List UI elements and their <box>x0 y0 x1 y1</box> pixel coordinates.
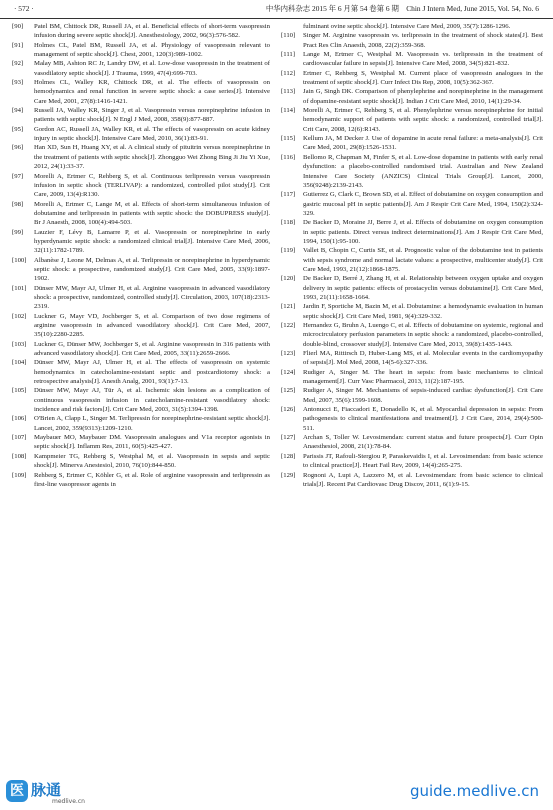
reference-text: Morelli A, Ertmer C, Rehberg S, et al. Continuous terlipressin versus vasopressin infusion in septic shock (TERLIVAP): a randomized, controlled pilot study[J]. Crit Care, 2009, 13(4):R130. <box>34 172 270 199</box>
reference-text: De Backer D, Berré J, Zhang H, et al. Relationship between oxygen uptake and oxygen delivery in septic patients: effects of prostacyclin versus dobutamine[J]. Crit Care Med, 1993, 21(11):1658-1664. <box>303 275 543 301</box>
reference-entry <box>281 246 543 274</box>
reference-text: Luckner G, Mayr VD, Jochberger S, et al. Comparison of two dose regimens of arginine vasopressin in advanced vasodilatory shock[J]. Crit Care Med, 2007, 35(10):2280-2285. <box>34 312 270 339</box>
reference-number: [100] <box>12 256 27 264</box>
reference-number: [98] <box>12 200 24 208</box>
reference-entry <box>281 302 543 321</box>
reference-number: [126] <box>281 406 296 414</box>
reference-number: [123] <box>281 350 296 358</box>
reference-text: Maybauer MO, Maybauer DM. Vasopressin analogues and V1a receptor agonists in septic shock[J]. Inflamm Res, 2011, 60(5):425-427. <box>34 434 270 451</box>
reference-text: Archan S, Toller W. Levosimendan: current status and future prospects[J]. Curr Opin Anaesthesiol, 2008, 21(1):78-84. <box>303 434 543 451</box>
site-url-link[interactable]: guide.medlive.cn <box>409 782 539 800</box>
reference-entry <box>281 386 543 405</box>
references-column-right <box>281 22 543 489</box>
reference-text: Antonucci E, Fiaccadori E, Donadello K, et al. Myocardial depression in sepsis: From pathogenesis to clinical manifestations and treatment[J]. J Crit Care, 2014, 29(4):500-511. <box>303 406 543 432</box>
reference-text: Dünser MW, Mayr AJ, Ulmer H, et al. The effects of vasopressin on systemic hemodynamics in catecholamine-resistant septic and postcardiotomy shock: a retrospective analysis[J]. Anesth Analg, 2001, 93(1):7-13. <box>34 359 270 386</box>
page-footer <box>0 774 553 810</box>
reference-text: Holmes CL, Patel BM, Russell JA, et al. Physiology of vasopressin relevant to management of septic shock[J]. Chest, 2001, 120(3):989-1002. <box>34 41 270 59</box>
reference-number: [103] <box>12 340 27 348</box>
reference-number: [115] <box>281 135 296 143</box>
reference-entry <box>12 358 270 386</box>
reference-entry <box>12 414 270 433</box>
reference-text: Jardin F, Sportiche M, Bazin M, et al. Dobutamine: a hemodynamic evaluation in human septic shock[J]. Crit Care Med, 1981, 9(4):329-332. <box>303 303 543 320</box>
reference-text: Singer M. Arginine vasopressin vs. terlipressin in the treatment of shock states[J]. Best Pract Res Clin Anaesth, 2008, 22(2):359-368. <box>303 32 543 49</box>
reference-number: [92] <box>12 60 24 68</box>
reference-number: [94] <box>12 107 24 115</box>
reference-text: Dünser MW, Mayr AJ, Tür A, et al. Ischemic skin lesions as a complication of continuous vasopressin infusion in catecholamine-resistant vasodilatory shock: incidence and risk factors[J]. Crit Care Med, 2003, 31(5):1394-1398. <box>34 387 270 414</box>
reference-number: [104] <box>12 359 27 367</box>
reference-number: [99] <box>12 228 24 236</box>
reference-number: [97] <box>12 172 24 180</box>
reference-entry <box>281 452 543 471</box>
reference-number <box>281 22 303 31</box>
reference-entry <box>281 433 543 452</box>
reference-number: [105] <box>12 387 27 395</box>
reference-text: Lauzier F, Lévy B, Lamarre P, et al. Vasopressin or norepinephrine in early hyperdynamic septic shock: a randomized clinical trial[J]. Intensive Care Med, 2006, 32(11):1782-1789. <box>34 228 270 255</box>
medlive-logo-icon: 医 <box>6 780 28 802</box>
reference-number: [111] <box>281 51 295 59</box>
reference-number: [102] <box>12 312 27 320</box>
reference-number: [106] <box>12 415 27 423</box>
reference-entry <box>12 106 270 125</box>
reference-entry <box>281 106 543 134</box>
reference-entry <box>281 218 543 246</box>
reference-text: O'Brien A, Clapp L, Singer M. Terlipressin for norepinephrine-resistant septic shock[J]. Lancet, 2002, 359(9313):1209-1210. <box>34 415 270 432</box>
reference-entry <box>12 340 270 359</box>
reference-text: Kampmeier TG, Rehberg S, Westphal M, et al. Vasopressin in sepsis and septic shock[J]. Minerva Anestesiol, 2010, 76(10):844-850. <box>34 452 270 470</box>
reference-entry <box>281 87 543 106</box>
reference-text: Albanèse J, Leone M, Delmas A, et al. Terlipressin or norepinephrine in hyperdynamic septic shock: a prospective, randomized study[J]. Crit Care Med, 2005, 33(9):1897-1902. <box>34 256 270 283</box>
reference-number: [122] <box>281 322 296 329</box>
reference-entry <box>281 321 543 349</box>
reference-text: Hernandez G, Bruhn A, Luengo C, et al. Effects of dobutamine on systemic, regional and microcirculatory perfusion parameters in septic shock: a randomized, placebo-controlled, double-blind, crossover study[J]. Intensive Care Med, 2013, 39(8):1435-1443. <box>303 322 543 348</box>
reference-text: Rognoni A, Lupi A, Lazzero M, et al. Levosimendan: from basic science to clinical trials[J]. Recent Pat Cardiovasc Drug Discov, 2011, 6(1):9-15. <box>303 471 543 488</box>
reference-text: De Backer D, Moraine JJ, Berre J, et al. Effects of dobutamine on oxygen consumption in septic patients. Direct versus indirect determinations[J]. Am J Respir Crit Care Med, 1994, 150(1):95-100. <box>303 219 543 245</box>
references-column-left <box>12 22 270 489</box>
reference-entry <box>281 31 543 50</box>
running-header <box>0 0 553 19</box>
reference-number: [119] <box>281 247 296 255</box>
reference-number: [117] <box>281 191 296 199</box>
reference-text: Patel BM, Chittock DR, Russell JA, et al. Beneficial effects of short-term vasopressin infusion during severe septic shock[J]. Anesthesiology, 2002, 96(3):576-582. <box>34 23 270 40</box>
page-number: · 572 · <box>14 4 34 13</box>
reference-entry <box>281 50 543 69</box>
reference-entry <box>281 471 543 490</box>
reference-number: [95] <box>12 125 24 133</box>
reference-entry <box>12 172 270 200</box>
reference-entry <box>281 22 543 31</box>
reference-number: [124] <box>281 368 296 376</box>
reference-text: Gordon AC, Russell JA, Walley KR, et al. The effects of vasopressin on acute kidney injury in septic shock[J]. Intensive Care Med, 2010, 36(1):83-91. <box>34 125 270 143</box>
reference-text: Kellum JA, M Decker J. Use of dopamine in acute renal failure: a meta-analysis[J]. Crit Care Med, 2001, 29(8):1526-1531. <box>303 135 543 152</box>
reference-number: [125] <box>281 387 296 395</box>
reference-number: [96] <box>12 144 24 152</box>
reference-entry <box>12 59 270 78</box>
reference-entry <box>281 349 543 368</box>
reference-number: [116] <box>281 153 296 161</box>
reference-number: [110] <box>281 32 296 40</box>
reference-text: Han XD, Sun H, Huang XY, et al. A clinical study of pituitrin versus norepinephrine in the treatment of patients with septic shock[J]. Zhongguo Wei Zhong Bing Ji Jiu Yi Xue, 2012, 24(1):33-37. <box>34 144 270 171</box>
reference-number: [114] <box>281 107 296 115</box>
reference-text: Gutierrez G, Clark C, Brown SD, et al. Effect of dobutamine on oxygen consumption and gastric mucosal pH in septic patients[J]. Am J Respir Crit Care Med, 1994, 150(2):324-329. <box>303 191 543 217</box>
reference-entry <box>281 69 543 88</box>
reference-text: Bellomo R, Chapman M, Finfer S, et al. Low-dose dopamine in patients with early renal dysfunction: a placebo-controlled randomised trial. Australian and New Zealand Intensive Care Society (ANZICS) Clinical Trials Group[J]. Lancet, 2000, 356(9248):2139-2143. <box>303 153 543 189</box>
reference-entry <box>12 200 270 228</box>
reference-number: [121] <box>281 303 296 311</box>
reference-number: [120] <box>281 275 296 283</box>
reference-entry <box>281 190 543 218</box>
reference-number: [93] <box>12 79 24 87</box>
reference-entry <box>12 386 270 414</box>
reference-text: fulminant ovine septic shock[J]. Intensive Care Med, 2009, 35(7):1286-1296. <box>303 23 511 30</box>
logo-subtext: medlive.cn <box>52 798 85 805</box>
reference-number: [127] <box>281 434 296 442</box>
reference-entry <box>12 471 270 490</box>
reference-text: Rehberg S, Ertmer C, Köhler G, et al. Role of arginine vasopressin and terlipressin as first-line vasopressor agents in <box>34 471 270 488</box>
reference-number: [108] <box>12 452 27 460</box>
reference-text: Holmes CL, Walley KR, Chittock DR, et al. The effects of vasopressin on hemodynamics and renal function in severe septic shock: a case series[J]. Intensive Care Med, 2001, 27(8):1416-1421. <box>34 79 270 105</box>
reference-number: [128] <box>281 452 296 460</box>
reference-entry <box>281 134 543 153</box>
reference-entry <box>12 228 270 256</box>
reference-text: Luckner G, Dünser MW, Jochberger S, et al. Arginine vasopressin in 316 patients with advanced vasodilatory shock[J]. Crit Care Med, 2005, 33(11):2659-2666. <box>34 340 270 358</box>
reference-entry <box>12 22 270 41</box>
logo-brand-text: 脉通 <box>31 781 62 799</box>
reference-number: [112] <box>281 69 296 77</box>
reference-entry <box>12 41 270 60</box>
reference-text: Malay MB, Ashton RC Jr, Landry DW, et al. Low-dose vasopressin in the treatment of vasodilatory septic shock[J]. J Trauma, 1999, 47(4):699-703. <box>34 60 270 77</box>
reference-text: Ertmer C, Rehberg S, Westphal M. Current place of vasopressin analogues in the treatment of septic shock[J]. Curr Infect Dis Rep, 2008, 10(5):362-367. <box>303 69 543 87</box>
reference-text: Rudiger A, Singer M. Mechanisms of sepsis-induced cardiac dysfunction[J]. Crit Care Med, 2007, 35(6):1599-1608. <box>303 387 543 404</box>
reference-entry <box>12 284 270 312</box>
reference-text: Lange M, Ertmer C, Westphal M. Vasopressin vs. terlipressin in the treatment of cardiovascular failure in sepsis[J]. Intensive Care Med, 2008, 34(5):821-832. <box>303 51 543 68</box>
reference-text: Parissis JT, Rafouli-Stergiou P, Paraskevaidis I, et al. Levosimendan: from basic science to clinical practice[J]. Heart Fail Rev, 2009, 14(4):265-275. <box>303 452 543 470</box>
reference-entry <box>12 78 270 106</box>
reference-entry <box>281 368 543 387</box>
reference-number: [107] <box>12 434 27 442</box>
medlive-logo[interactable] <box>6 778 116 808</box>
reference-text: Morelli A, Ertmer C, Rehberg S, et al. Phenylephrine versus norepinephrine for initial hemodynamic support of patients with septic shock: a randomized, controlled trial[J]. Crit Care, 2008, 12(6):R143. <box>303 107 543 133</box>
reference-text: Dünser MW, Mayr AJ, Ulmer H, et al. Arginine vasopressin in advanced vasodilatory shock: a prospective, randomized, controlled study[J]. Circulation, 2003, 107(18):2313-2319. <box>34 284 270 311</box>
reference-text: Rudiger A, Singer M. The heart in sepsis: from basic mechanisms to clinical management[J]. Curr Vasc Pharmacol, 2013, 11(2):187-195. <box>303 368 543 386</box>
reference-entry <box>12 452 270 471</box>
reference-text: Jain G, Singh DK. Comparison of phenylephrine and norepinephrine in the management of dopamine-resistant septic shock[J]. Indian J Crit Care Med, 2010, 14(1):29-34. <box>303 88 543 105</box>
reference-number: [91] <box>12 41 24 49</box>
reference-number: [90] <box>12 23 24 30</box>
reference-number: [113] <box>281 88 296 96</box>
reference-number: [109] <box>12 471 27 479</box>
reference-number: [101] <box>12 284 27 292</box>
reference-number: [118] <box>281 219 296 227</box>
reference-entry <box>12 125 270 144</box>
journal-citation: 中华内科杂志 2015 年 6 月第 54 卷第 6 期 Chin J Intern Med, June 2015, Vol. 54, No. 6 <box>265 4 539 13</box>
reference-text: Vallet B, Chopin C, Curtis SE, et al. Prognostic value of the dobutamine test in patients with sepsis syndrome and normal lactate values: a prospective, multicenter study[J]. Crit Care Med, 1993, 21(12):1868-1875. <box>303 247 543 273</box>
reference-text: Flierl MA, Rittirsch D, Huber-Lang MS, et al. Molecular events in the cardiomyopathy of sepsis[J]. Mol Med, 2008, 14(5-6):327-336. <box>303 350 543 367</box>
reference-entry <box>12 312 270 340</box>
reference-entry <box>281 405 543 433</box>
reference-entry <box>281 153 543 190</box>
reference-number: [129] <box>281 471 296 479</box>
reference-text: Morelli A, Ertmer C, Lange M, et al. Effects of short-term simultaneous infusion of dobutamine and terlipressin in patients with septic shock: the DOBUPRESS study[J]. Br J Anaesth, 2008, 100(4):494-503. <box>34 200 270 227</box>
reference-entry <box>12 433 270 452</box>
reference-entry <box>12 256 270 284</box>
reference-entry <box>12 143 270 171</box>
reference-text: Russell JA, Walley KR, Singer J, et al. Vasopressin versus norepinephrine infusion in patients with septic shock[J]. N Engl J Med, 2008, 358(9):877-887. <box>34 107 270 124</box>
reference-entry <box>281 274 543 302</box>
